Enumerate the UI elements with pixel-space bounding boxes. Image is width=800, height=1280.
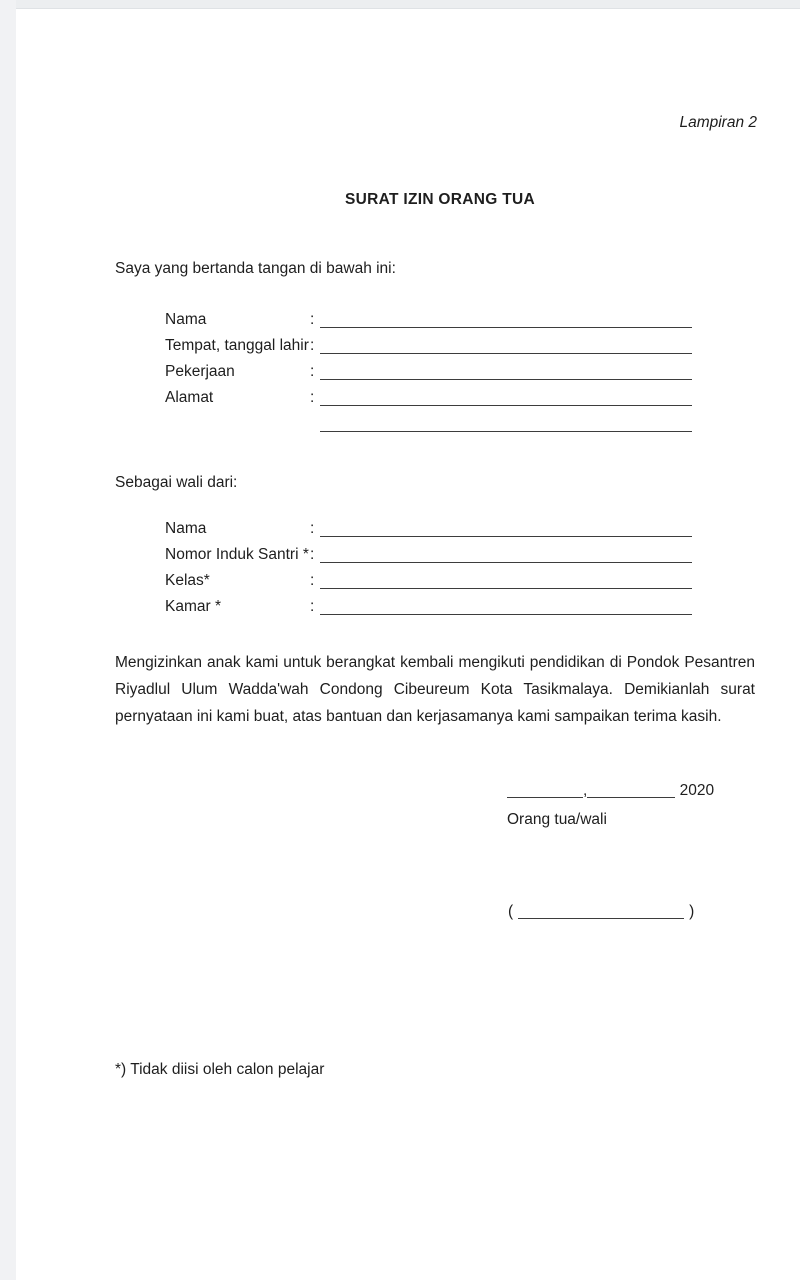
field-row-pekerjaan [165, 359, 692, 385]
blank-date-line [587, 796, 675, 798]
field-row-tempat-tanggal-lahir [165, 333, 692, 359]
body-paragraph-line: Mengizinkan anak kami untuk berangkat kembali mengikuti pendidikan di Pondok Pesantren [115, 654, 755, 671]
body-paragraph-line: Riyadlul Ulum Wadda'wah Condong Cibeureum Kota Tasikmalaya. Demikianlah surat [115, 681, 755, 698]
field-label: Kelas* [165, 572, 210, 589]
blank-fill-line [320, 359, 692, 380]
field-colon: : [310, 520, 315, 537]
blank-fill-line [320, 385, 692, 406]
field-label: Nama [165, 311, 207, 328]
field-label: Nomor Induk Santri * [165, 546, 309, 563]
signatory-role: Orang tua/wali [507, 811, 607, 828]
field-row-nama-santri [165, 516, 692, 542]
letter-page [16, 9, 800, 1280]
field-label: Alamat [165, 389, 214, 406]
date-comma: , [583, 782, 588, 799]
year-text: 2020 [679, 782, 715, 799]
field-label: Nama [165, 520, 207, 537]
field-row-alamat-continued [165, 411, 692, 437]
field-row-nomor-induk-santri [165, 542, 692, 568]
blank-fill-line [320, 307, 692, 328]
field-colon: : [310, 546, 315, 563]
blank-fill-line [320, 333, 692, 354]
attachment-note: Lampiran 2 [679, 114, 757, 131]
blank-fill-line [320, 594, 692, 615]
field-colon: : [310, 363, 315, 380]
field-label: Pekerjaan [165, 363, 235, 380]
field-colon: : [310, 389, 315, 406]
screen-top-strip [0, 0, 800, 9]
blank-place-line [507, 796, 583, 798]
document-title: SURAT IZIN ORANG TUA [345, 191, 535, 208]
field-colon: : [310, 337, 315, 354]
body-paragraph [115, 649, 755, 730]
body-paragraph-line: pernyataan ini kami buat, atas bantuan dan kerjasamanya kami sampaikan terima kasih. [115, 708, 722, 725]
blank-fill-line [320, 542, 692, 563]
field-label: Kamar * [165, 598, 221, 615]
blank-fill-line [320, 516, 692, 537]
field-row-kelas [165, 568, 692, 594]
guardian-fields-block [165, 307, 692, 437]
field-colon: : [310, 598, 315, 615]
field-colon: : [310, 572, 315, 589]
intro-line: Saya yang bertanda tangan di bawah ini: [115, 260, 396, 277]
blank-signature-line [518, 917, 684, 919]
field-label: Tempat, tanggal lahir [165, 337, 309, 354]
field-row-nama [165, 307, 692, 333]
field-colon: : [310, 311, 315, 328]
footnote: *) Tidak diisi oleh calon pelajar [115, 1061, 325, 1078]
student-fields-block [165, 516, 692, 620]
open-paren: ( [508, 903, 514, 920]
field-row-kamar [165, 594, 692, 620]
signature-name-slot [508, 899, 694, 925]
field-row-alamat [165, 385, 692, 411]
date-line [507, 778, 714, 804]
blank-fill-line [320, 568, 692, 589]
section-heading-wali: Sebagai wali dari: [115, 474, 238, 491]
screen-left-strip [0, 0, 16, 1280]
close-paren: ) [689, 903, 695, 920]
blank-fill-line [320, 411, 692, 432]
